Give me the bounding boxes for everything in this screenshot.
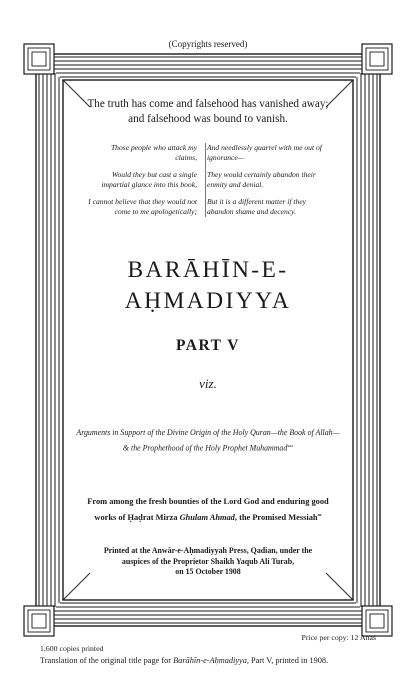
author-line-1: From among the fresh bounties of the Lord God and enduring good <box>87 497 329 506</box>
price-per-copy: Price per copy: 12 Anas <box>301 633 376 642</box>
imprint-line-1: Printed at the Anwār-e-Aḥmadiyyah Press, Qadian, under the <box>103 546 313 555</box>
subtitle-arguments <box>52 426 364 455</box>
author-line-2 <box>70 508 346 524</box>
poem-left-verse: Those people who attack my claims, <box>110 143 197 162</box>
subtitle-line-2 <box>52 439 364 455</box>
poem-row <box>88 197 328 217</box>
poem-divider <box>205 143 206 217</box>
caption-suffix: Part V, printed in 1908. <box>248 656 329 665</box>
copyright-notice: (Copyrights reserved) <box>168 39 248 49</box>
part-heading: PART V <box>175 337 240 354</box>
imprint-line-3: on 15 October 1908 <box>175 567 241 576</box>
viz-label: viz. <box>199 376 217 391</box>
caption-title: Barāhīn-e-Aḥmadiyya, <box>173 656 249 665</box>
author-line-2-suffix: , the Promised Messiah <box>234 512 318 522</box>
honorific-superscript: as <box>317 512 322 517</box>
figure-caption <box>40 656 328 665</box>
imprint <box>70 546 346 578</box>
book-title <box>70 255 346 317</box>
poem-right-verse: And needlessly quarrel with me out of ignorance— <box>207 143 322 162</box>
subtitle-line-2-text: & the Prophethood of the Holy Prophet Muhammad <box>122 443 288 453</box>
author-statement <box>70 495 346 524</box>
epigraph-line-1: The truth has come and falsehood has vanished away; <box>87 98 329 110</box>
epigraph-line-2: and falsehood was bound to vanish. <box>128 113 288 125</box>
book-title-line-1: BARĀHĪN-E- <box>127 257 289 283</box>
book-title-line-2: AḤMADIYYA <box>124 288 292 314</box>
poem-right-verse: But it is a different matter if they abandon shame and decency. <box>207 197 307 216</box>
author-name: Ghulam Ahmad <box>179 512 235 522</box>
caption-prefix: Translation of the original title page for <box>40 656 174 665</box>
poem-left-verse: I cannot believe that they would not come to me apologetically; <box>88 197 197 216</box>
print-run: 1,600 copies printed <box>40 644 104 653</box>
poem-couplets <box>88 143 328 224</box>
author-line-2-prefix: works of Ḥaḍrat Mirza <box>94 512 180 522</box>
poem-row <box>88 143 328 163</box>
poem-row <box>88 170 328 190</box>
poem-right-verse: They would certainly abandon their enmity and denial. <box>207 170 316 189</box>
subtitle-line-1: Arguments in Support of the Divine Origin of the Holy Quran—the Book of Allah— <box>76 428 340 437</box>
poem-left-verse: Would they but cast a single impartial glance into this book, <box>101 170 197 189</box>
epigraph <box>70 97 346 127</box>
imprint-line-2: auspices of the Proprietor Shaikh Yaqub Ali Turab, <box>121 556 295 566</box>
honorific-superscript: sas <box>287 443 294 448</box>
